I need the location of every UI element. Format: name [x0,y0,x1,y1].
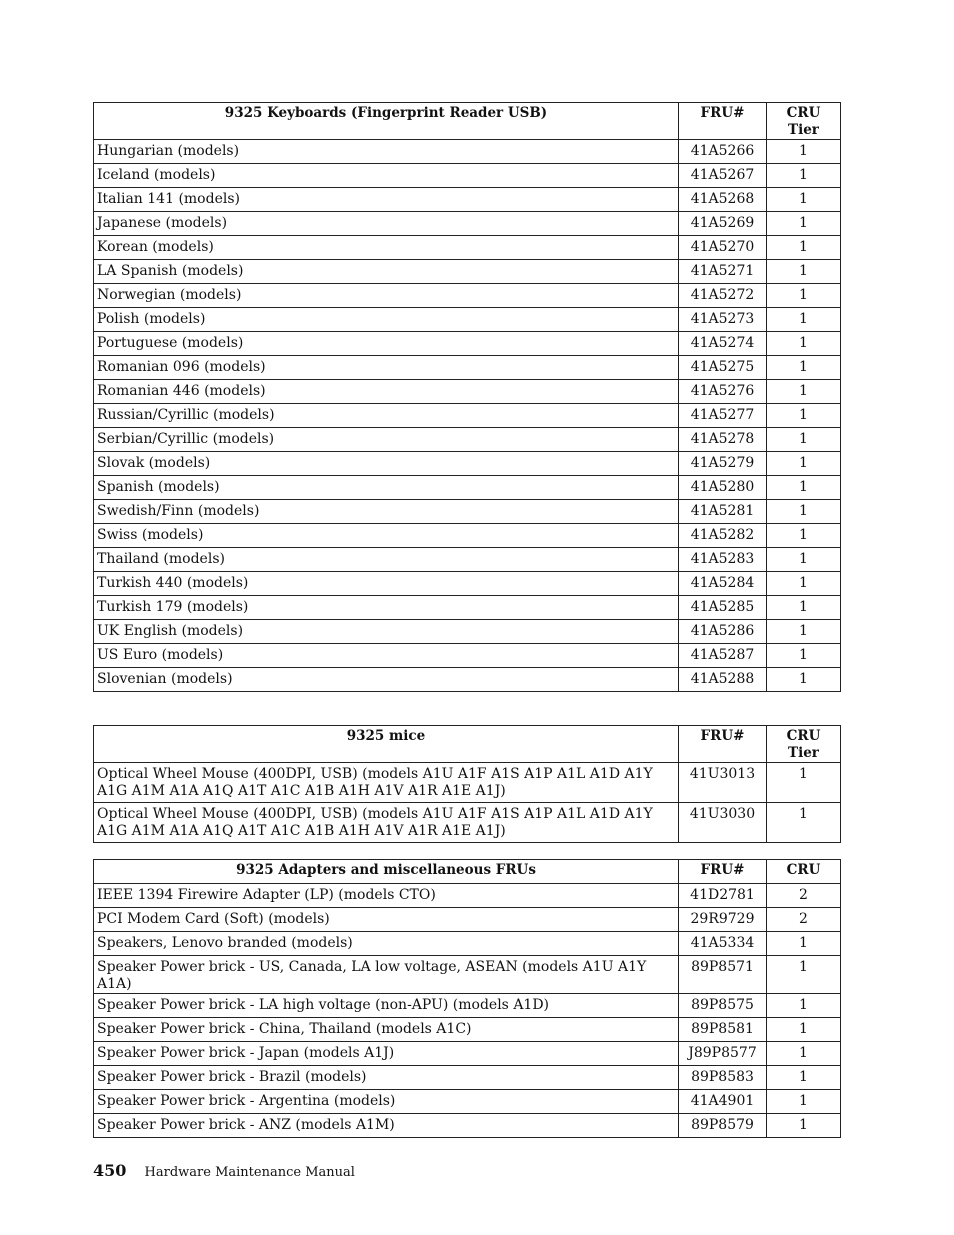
cru-tier: 1 [767,1042,841,1066]
cru-tier: 2 [767,884,841,908]
fru-number: 41A5286 [679,620,767,644]
fru-number: 41A5269 [679,212,767,236]
cru-tier: 1 [767,212,841,236]
table-row [94,668,841,692]
part-description: Italian 141 (models) [94,188,679,212]
table-row [94,1114,841,1138]
part-description: Hungarian (models) [94,140,679,164]
fru-number: 41A5274 [679,332,767,356]
table-row [94,803,841,843]
cru-tier: 1 [767,476,841,500]
fru-number: 41A5288 [679,668,767,692]
fru-number: 89P8571 [679,956,767,994]
fru-number: 41A5272 [679,284,767,308]
cru-tier: 1 [767,994,841,1018]
part-description: Speaker Power brick - LA high voltage (non-APU) (models A1D) [94,994,679,1018]
part-description: UK English (models) [94,620,679,644]
table-row [94,763,841,803]
part-description: Korean (models) [94,236,679,260]
table-row [94,524,841,548]
fru-number: 41A5285 [679,596,767,620]
part-description: US Euro (models) [94,644,679,668]
fru-number: 41A5278 [679,428,767,452]
column-header-description: 9325 Adapters and miscellaneous FRUs [94,860,679,884]
table-row [94,356,841,380]
table-row [94,476,841,500]
table-row [94,1066,841,1090]
page-footer [93,1161,355,1180]
table-row [94,1090,841,1114]
cru-tier: 1 [767,763,841,803]
part-description: Serbian/Cyrillic (models) [94,428,679,452]
cru-tier: 1 [767,356,841,380]
fru-number: 41A5271 [679,260,767,284]
part-description: Speaker Power brick - US, Canada, LA low voltage, ASEAN (models A1U A1Y A1A) [94,956,679,994]
cru-tier: 1 [767,524,841,548]
cru-tier: 1 [767,572,841,596]
table-row [94,994,841,1018]
cru-tier: 1 [767,668,841,692]
cru-tier: 1 [767,644,841,668]
fru-number: 41A5287 [679,644,767,668]
part-description: Speakers, Lenovo branded (models) [94,932,679,956]
part-description: Spanish (models) [94,476,679,500]
part-description: Polish (models) [94,308,679,332]
cru-tier: 1 [767,956,841,994]
cru-tier: 1 [767,1114,841,1138]
part-description: Portuguese (models) [94,332,679,356]
part-description: Speaker Power brick - China, Thailand (models A1C) [94,1018,679,1042]
fru-number: 41U3013 [679,763,767,803]
table-row [94,932,841,956]
cru-tier: 1 [767,548,841,572]
part-description: Japanese (models) [94,212,679,236]
table-row [94,284,841,308]
table-row [94,1042,841,1066]
fru-number: 41A5284 [679,572,767,596]
part-description: Romanian 446 (models) [94,380,679,404]
cru-tier: 1 [767,1090,841,1114]
fru-number: 41A5276 [679,380,767,404]
table-row [94,908,841,932]
fru-number: 41A4901 [679,1090,767,1114]
table-row [94,548,841,572]
part-description: Norwegian (models) [94,284,679,308]
fru-number: 41A5334 [679,932,767,956]
keyboards-table [93,102,841,692]
column-header-cru: CRU [767,860,841,884]
part-description: Optical Wheel Mouse (400DPI, USB) (models A1U A1F A1S A1P A1L A1D A1Y A1G A1M A1A A1Q A1T A1C A1B A1H A1V A1R A1E A1J) [94,763,679,803]
table-row [94,644,841,668]
part-description: Turkish 440 (models) [94,572,679,596]
fru-number: 89P8579 [679,1114,767,1138]
fru-number: 41U3030 [679,803,767,843]
cru-tier: 1 [767,596,841,620]
cru-tier: 2 [767,908,841,932]
table-row [94,452,841,476]
cru-tier: 1 [767,308,841,332]
table-row [94,380,841,404]
adapters-table [93,859,841,1138]
column-header-fru: FRU# [679,726,767,763]
cru-tier: 1 [767,803,841,843]
fru-number: 41A5282 [679,524,767,548]
fru-number: 41A5279 [679,452,767,476]
part-description: Slovenian (models) [94,668,679,692]
table-row [94,212,841,236]
cru-tier: 1 [767,1066,841,1090]
table-row [94,308,841,332]
part-description: Speaker Power brick - ANZ (models A1M) [94,1114,679,1138]
table-row [94,428,841,452]
mice-table [93,725,841,843]
fru-number: 41A5277 [679,404,767,428]
fru-number: J89P8577 [679,1042,767,1066]
part-description: Thailand (models) [94,548,679,572]
column-header-description: 9325 Keyboards (Fingerprint Reader USB) [94,103,679,140]
part-description: LA Spanish (models) [94,260,679,284]
table-header-row [94,103,841,140]
cru-tier: 1 [767,332,841,356]
manual-title: Hardware Maintenance Manual [144,1165,355,1180]
table-row [94,164,841,188]
cru-tier: 1 [767,140,841,164]
part-description: Turkish 179 (models) [94,596,679,620]
column-header-cru: CRU Tier [767,103,841,140]
fru-number: 41A5273 [679,308,767,332]
table-header-row [94,860,841,884]
fru-number: 89P8583 [679,1066,767,1090]
part-description: Russian/Cyrillic (models) [94,404,679,428]
part-description: PCI Modem Card (Soft) (models) [94,908,679,932]
table-row [94,884,841,908]
fru-number: 89P8575 [679,994,767,1018]
cru-tier: 1 [767,452,841,476]
fru-number: 89P8581 [679,1018,767,1042]
table-row [94,140,841,164]
fru-number: 41A5281 [679,500,767,524]
table-row [94,188,841,212]
part-description: Speaker Power brick - Japan (models A1J) [94,1042,679,1066]
table-row [94,596,841,620]
fru-number: 41A5268 [679,188,767,212]
cru-tier: 1 [767,188,841,212]
cru-tier: 1 [767,620,841,644]
fru-number: 41A5266 [679,140,767,164]
cru-tier: 1 [767,428,841,452]
part-description: Optical Wheel Mouse (400DPI, USB) (models A1U A1F A1S A1P A1L A1D A1Y A1G A1M A1A A1Q A1T A1C A1B A1H A1V A1R A1E A1J) [94,803,679,843]
part-description: Iceland (models) [94,164,679,188]
fru-number: 41A5267 [679,164,767,188]
table-row [94,500,841,524]
fru-number: 41A5283 [679,548,767,572]
fru-number: 41A5270 [679,236,767,260]
column-header-fru: FRU# [679,860,767,884]
table-row [94,572,841,596]
cru-tier: 1 [767,500,841,524]
cru-tier: 1 [767,236,841,260]
cru-tier: 1 [767,932,841,956]
column-header-fru: FRU# [679,103,767,140]
part-description: Speaker Power brick - Argentina (models) [94,1090,679,1114]
column-header-cru: CRU Tier [767,726,841,763]
part-description: IEEE 1394 Firewire Adapter (LP) (models CTO) [94,884,679,908]
part-description: Speaker Power brick - Brazil (models) [94,1066,679,1090]
table-row [94,332,841,356]
cru-tier: 1 [767,164,841,188]
cru-tier: 1 [767,284,841,308]
cru-tier: 1 [767,260,841,284]
table-row [94,956,841,994]
part-description: Swedish/Finn (models) [94,500,679,524]
part-description: Romanian 096 (models) [94,356,679,380]
table-row [94,1018,841,1042]
fru-number: 41A5275 [679,356,767,380]
page-number: 450 [93,1161,127,1180]
column-header-description: 9325 mice [94,726,679,763]
table-row [94,404,841,428]
fru-number: 41D2781 [679,884,767,908]
part-description: Slovak (models) [94,452,679,476]
table-row [94,236,841,260]
table-row [94,620,841,644]
cru-tier: 1 [767,1018,841,1042]
cru-tier: 1 [767,404,841,428]
fru-number: 41A5280 [679,476,767,500]
part-description: Swiss (models) [94,524,679,548]
table-row [94,260,841,284]
fru-number: 29R9729 [679,908,767,932]
table-header-row [94,726,841,763]
cru-tier: 1 [767,380,841,404]
